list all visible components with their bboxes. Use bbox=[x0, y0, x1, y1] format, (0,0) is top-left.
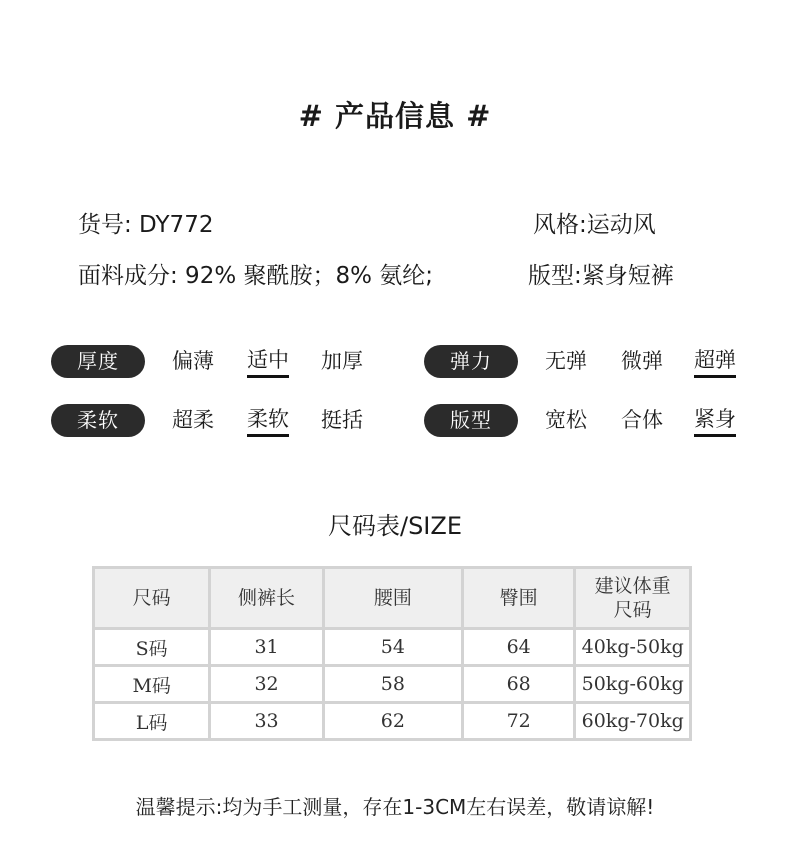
header-weight-line2: 尺码 bbox=[613, 599, 652, 621]
cell-size: M码 bbox=[94, 666, 210, 703]
option-regular: 合体 bbox=[621, 408, 663, 432]
table-row bbox=[94, 629, 691, 666]
option-soft-selected: 柔软 bbox=[247, 404, 289, 437]
cell-weight: 50kg-60kg bbox=[575, 666, 691, 703]
fabric-composition: 面料成分: 92% 聚酰胺；8% 氨纶; bbox=[78, 263, 434, 289]
option-stiff: 挺括 bbox=[321, 408, 363, 432]
header-hip: 臀围 bbox=[462, 568, 574, 629]
attr-label-fit: 版型 bbox=[424, 404, 518, 437]
cell-size: L码 bbox=[94, 703, 210, 740]
table-header-row bbox=[94, 568, 691, 629]
table-row bbox=[94, 666, 691, 703]
cell-side-length: 32 bbox=[210, 666, 323, 703]
attr-label-softness: 柔软 bbox=[51, 404, 145, 437]
page-title: # 产品信息 # bbox=[298, 99, 492, 133]
header-side-length: 侧裤长 bbox=[210, 568, 323, 629]
cell-waist: 58 bbox=[323, 666, 462, 703]
option-super-stretch-selected: 超弹 bbox=[694, 345, 736, 378]
option-no-stretch: 无弹 bbox=[545, 349, 587, 373]
table-row bbox=[94, 703, 691, 740]
style-info: 风格:运动风 bbox=[533, 212, 656, 238]
header-waist: 腰围 bbox=[323, 568, 462, 629]
option-thick: 加厚 bbox=[321, 349, 363, 373]
option-tight-selected: 紧身 bbox=[694, 404, 736, 437]
cell-side-length: 31 bbox=[210, 629, 323, 666]
cell-side-length: 33 bbox=[210, 703, 323, 740]
cell-weight: 40kg-50kg bbox=[575, 629, 691, 666]
option-medium-selected: 适中 bbox=[247, 345, 289, 378]
cell-hip: 68 bbox=[462, 666, 574, 703]
cell-hip: 72 bbox=[462, 703, 574, 740]
measurement-tip: 温馨提示:均为手工测量，存在1-3CM左右误差，敬请谅解! bbox=[135, 795, 655, 819]
option-loose: 宽松 bbox=[545, 408, 587, 432]
cell-hip: 64 bbox=[462, 629, 574, 666]
size-table bbox=[92, 566, 692, 741]
size-table-title: 尺码表/SIZE bbox=[327, 512, 462, 540]
attr-label-thickness: 厚度 bbox=[51, 345, 145, 378]
option-thin: 偏薄 bbox=[172, 349, 214, 373]
option-slight-stretch: 微弹 bbox=[621, 349, 663, 373]
cell-waist: 54 bbox=[323, 629, 462, 666]
header-weight-line1: 建议体重 bbox=[594, 575, 671, 597]
cell-size: S码 bbox=[94, 629, 210, 666]
attr-label-elasticity: 弹力 bbox=[424, 345, 518, 378]
header-recommended-weight bbox=[575, 568, 691, 629]
fit-info: 版型:紧身短裤 bbox=[528, 263, 674, 289]
header-size: 尺码 bbox=[94, 568, 210, 629]
cell-weight: 60kg-70kg bbox=[575, 703, 691, 740]
option-ultra-soft: 超柔 bbox=[172, 408, 214, 432]
cell-waist: 62 bbox=[323, 703, 462, 740]
item-number: 货号: DY772 bbox=[78, 212, 214, 238]
